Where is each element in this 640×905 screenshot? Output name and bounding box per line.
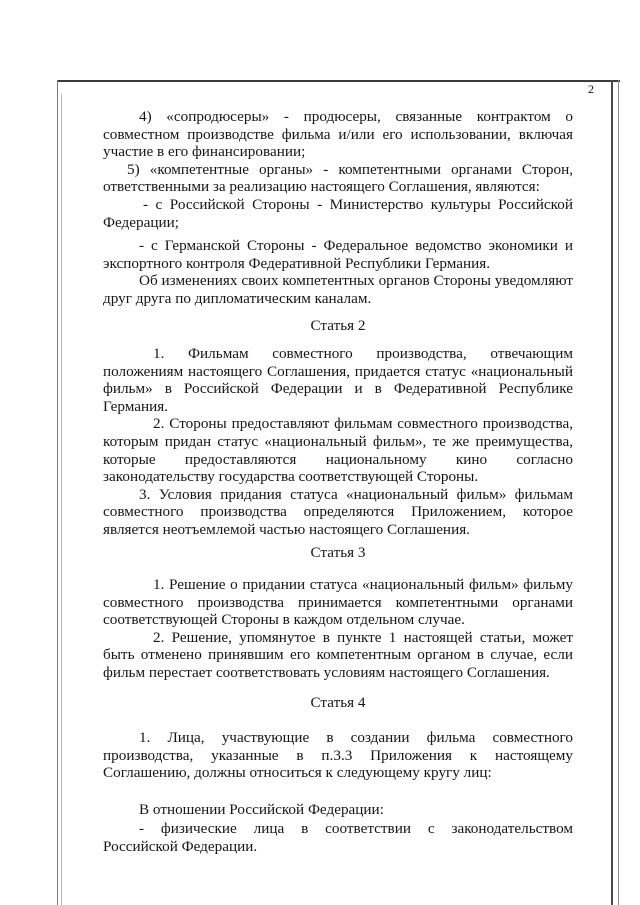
article2-paragraph-2: 2. Стороны предоставляют фильмам совместного производства, которым придан статус «национальный фильм», те же преимущества, которые предоставляются национальному кино согласно законодательству государства соответствующей Стороны. [103,415,573,486]
russia-item [103,820,573,855]
page-frame-left-inner [61,94,62,905]
article2-heading: Статья 2 [310,317,366,334]
article4-paragraph-1: 1. Лица, участвующие в создании фильма совместного производства, указанные в п.3.3 Приложения к настоящему Соглашению, должны относиться к следующему кругу лиц: [103,729,573,782]
article3-body [103,576,573,682]
article4-heading: Статья 4 [310,694,366,711]
paragraph-notification: Об изменениях своих компетентных органов Стороны уведомляют друг друга по дипломатическим каналам. [103,272,573,307]
paragraph-competent-authorities: 5) «компетентные органы» - компетентными органами Сторон, ответственными за реализацию настоящего Соглашения, являются: [103,160,573,196]
russia-section [103,801,573,819]
paragraph-russian-side: - с Российской Стороны - Министерство культуры Российской Федерации; [103,195,573,231]
article2-body [103,345,573,539]
russia-item-text: - физические лица в соответствии с законодательством Российской Федерации. [103,820,573,855]
paragraph-german-side: - с Германской Стороны - Федеральное ведомство экономики и экспортного контроля Федеративной Республики Германия. [103,237,573,272]
page-frame-top [57,80,620,82]
article1-continued [103,108,573,308]
paragraph-coproducers: 4) «сопродюсеры» - продюсеры, связанные контрактом о совместном производстве фильма и/или его использовании, включая участие в его финансировании; [103,108,573,161]
article3-paragraph-1: 1. Решение о придании статуса «национальный фильм» фильму совместного производства принимается компетентными органами соответствующей Стороны в каждом отдельном случае. [103,576,573,629]
page-frame-left [57,80,58,905]
page-frame-right-outer [618,80,619,905]
russia-section-heading: В отношении Российской Федерации: [139,801,384,818]
article2-paragraph-3: 3. Условия придания статуса «национальный фильм» фильмам совместного производства определяются Приложением, которое является неотъемлемой частью настоящего Соглашения. [103,485,573,538]
article2-paragraph-1: 1. Фильмам совместного производства, отвечающим положениям настоящего Соглашения, придается статус «национальный фильм» в Российской Федерации и в Федеративной Республике Германия. [103,345,573,415]
page-number: 2 [588,82,594,96]
page-frame-right [611,80,613,905]
article3-paragraph-2: 2. Решение, упомянутое в пункте 1 настоящей статьи, может быть отменено принявшим его компетентным органом в случае, если фильм перестает соответствовать условиям настоящего Соглашения. [103,628,573,681]
article4-body [103,729,573,782]
article3-heading: Статья 3 [310,544,366,561]
